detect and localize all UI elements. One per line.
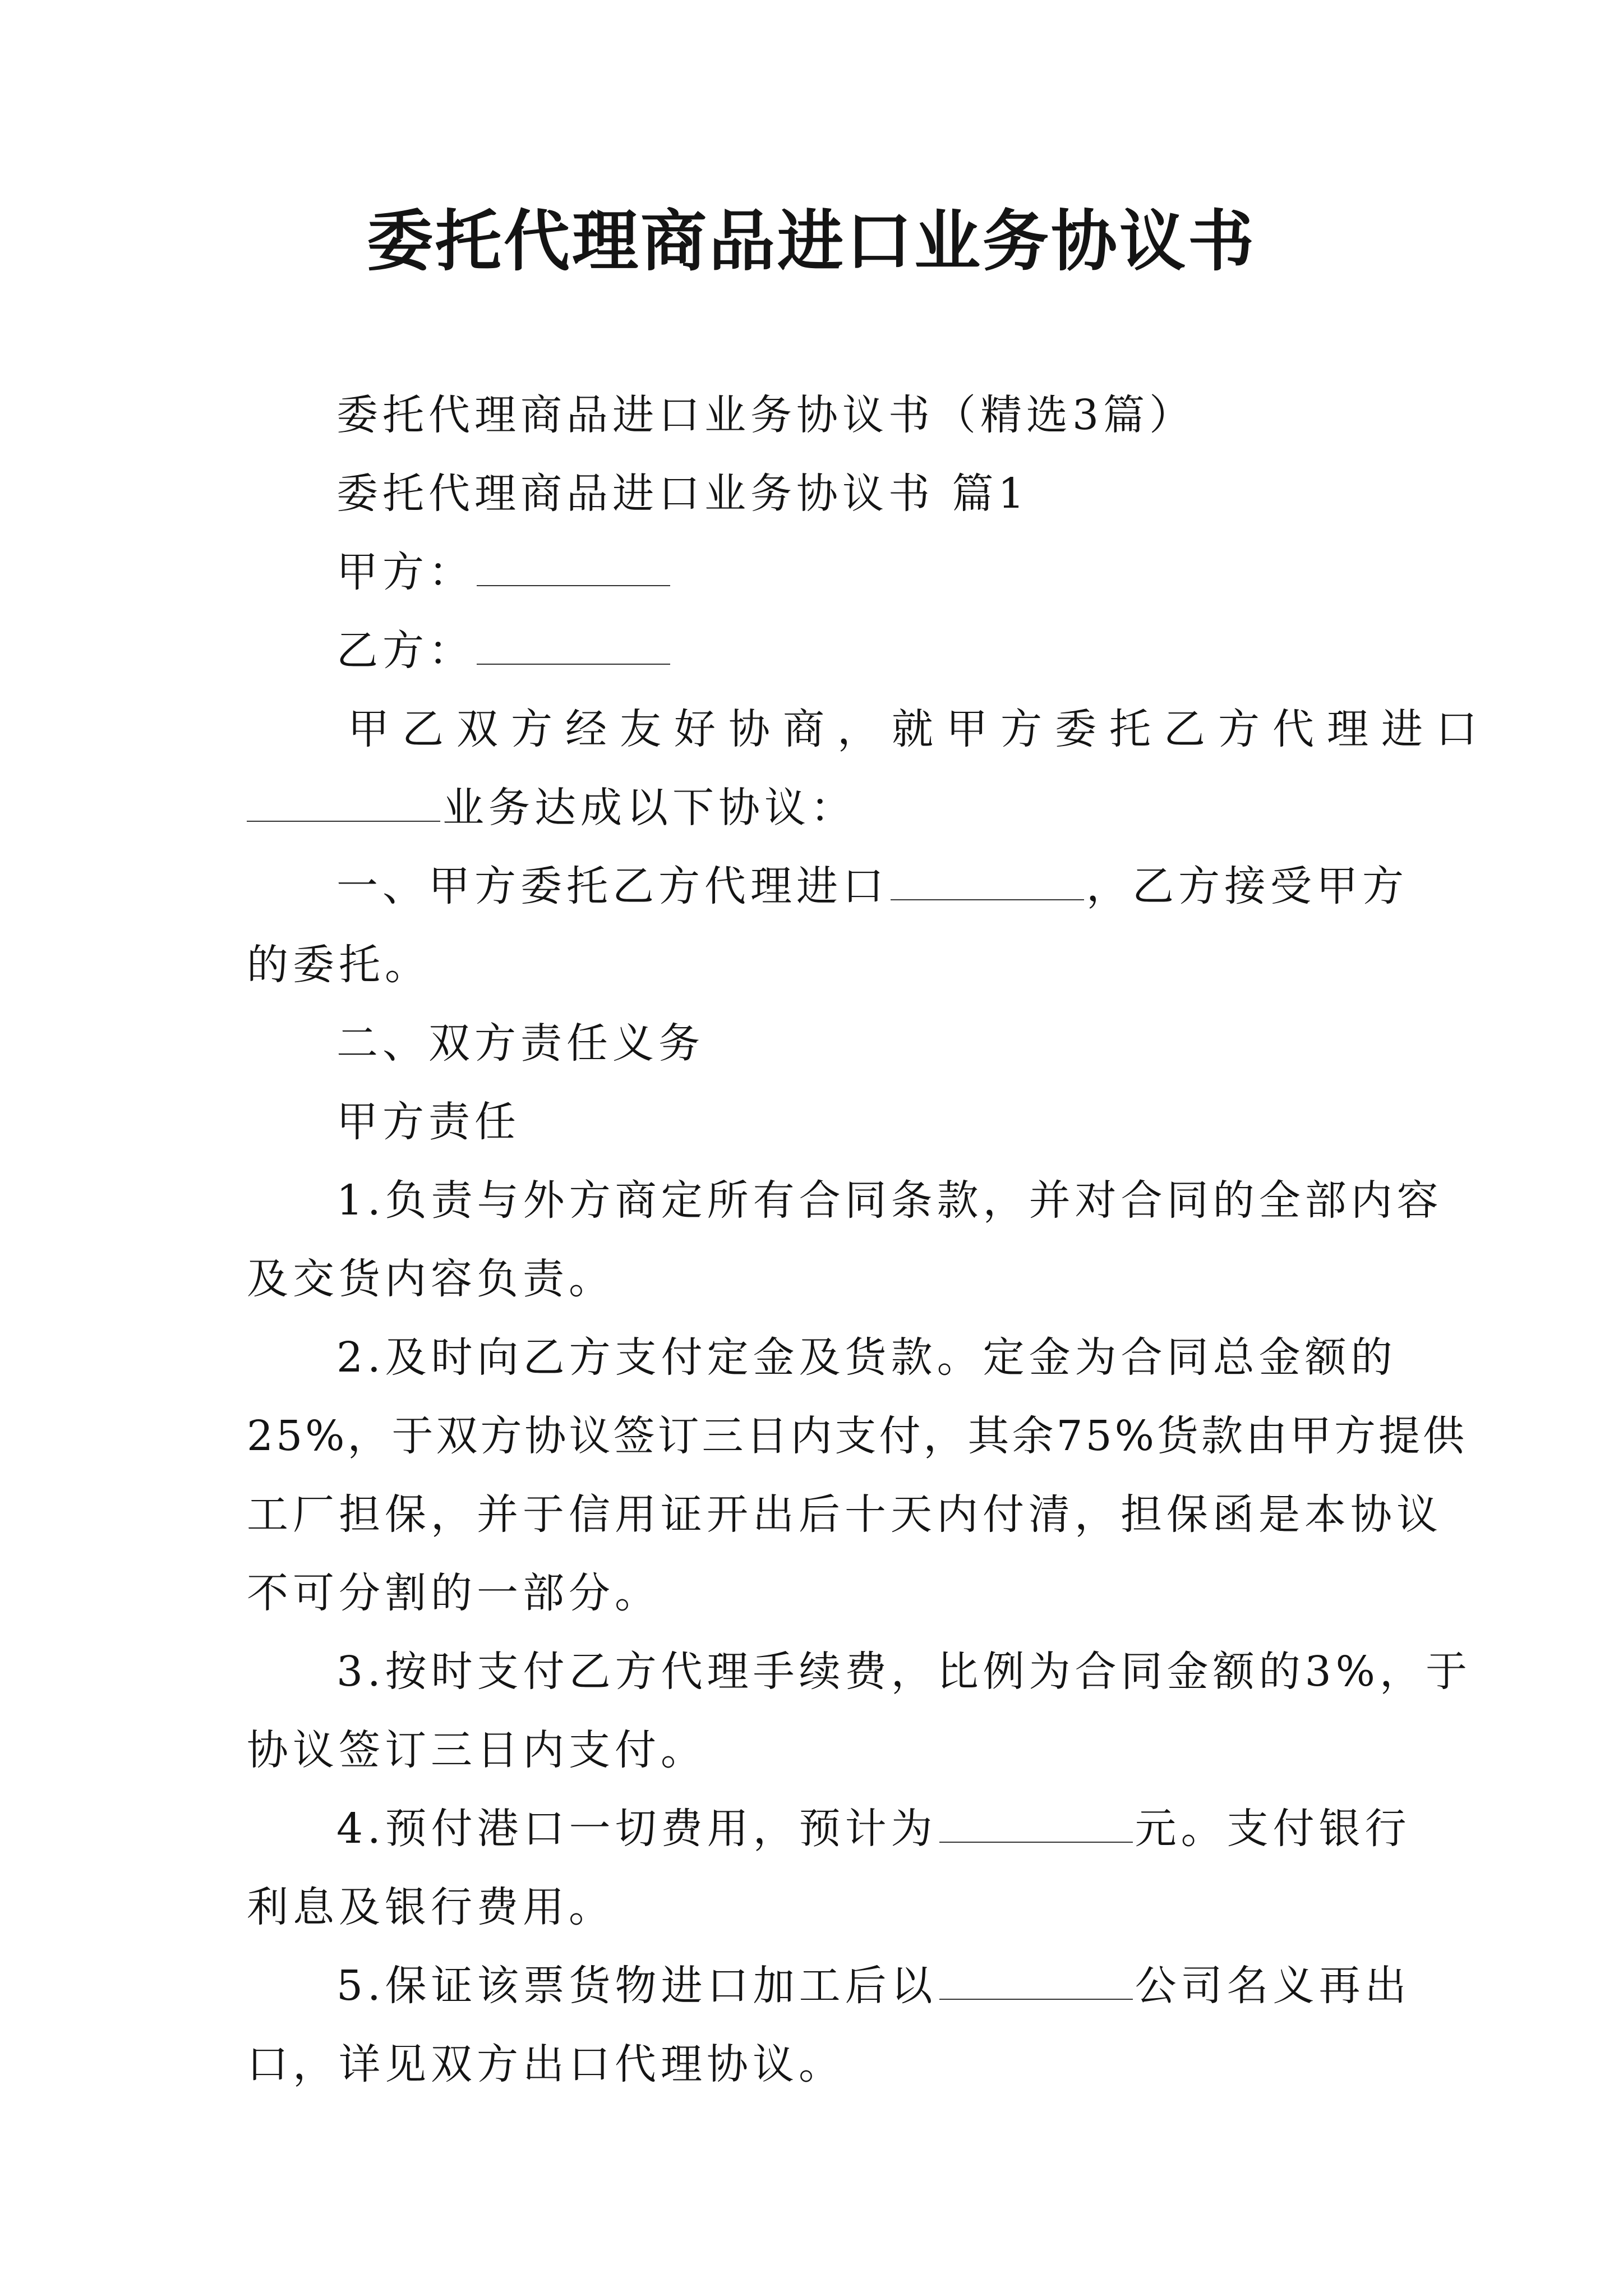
- clause-1-part-2: ，乙方接受甲方: [1086, 862, 1408, 910]
- party-a-label: 甲方：: [336, 548, 474, 596]
- intro-line-2: [247, 780, 1391, 836]
- document-subtitle: 委托代理商品进口业务协议书（精选3篇）: [336, 391, 1196, 439]
- item-2-line-1: 2.及时向乙方支付定金及货款。定金为合同总金额的: [336, 1333, 1397, 1382]
- intro-line-1: 甲乙双方经友好协商，就甲方委托乙方代理进口: [348, 705, 1490, 753]
- section-heading: 委托代理商品进口业务协议书 篇1: [336, 470, 1029, 518]
- clause-1-line-1: [336, 858, 1408, 914]
- item-5-line-2: 口，详见双方出口代理协议。: [247, 2040, 845, 2088]
- item-4-line-1: [336, 1801, 1411, 1857]
- item-3-line-2: 协议签订三日内支付。: [247, 1726, 707, 1774]
- item-5-part-2: 公司名义再出: [1135, 1962, 1411, 2010]
- party-a-duty-heading: 甲方责任: [336, 1098, 520, 1146]
- item-4-line-2: 利息及银行费用。: [247, 1883, 615, 1931]
- item-5-line-1: [336, 1958, 1411, 2014]
- item-1-line-2: 及交货内容负责。: [247, 1255, 615, 1303]
- item-4-part-1: 4.预付港口一切费用，预计为: [336, 1805, 937, 1853]
- clause-2-heading: 二、双方责任义务: [336, 1019, 704, 1068]
- item-3-line-1: 3.按时支付乙方代理手续费，比例为合同金额的3%，于: [336, 1648, 1472, 1696]
- item-2-line-4: 不可分割的一部分。: [247, 1569, 661, 1617]
- item-4-amount-blank: [939, 1808, 1133, 1843]
- party-a-blank: [477, 551, 670, 586]
- party-b-blank: [477, 630, 670, 665]
- intro-goods-blank: [247, 787, 440, 822]
- item-5-company-blank: [939, 1965, 1133, 2000]
- clause-1-part-1: 一、甲方委托乙方代理进口: [336, 862, 888, 910]
- clause-1-blank: [891, 866, 1084, 900]
- item-2-line-2: 25%，于双方协议签订三日内支付，其余75%货款由甲方提供: [247, 1412, 1467, 1460]
- clause-1-line-2: 的委托。: [247, 941, 431, 989]
- document-title: 委托代理商品进口业务协议书: [366, 202, 1256, 280]
- party-b-line: [336, 623, 1391, 679]
- intro-line-2-text: 业务达成以下协议：: [442, 784, 856, 832]
- item-1-line-1: 1.负责与外方商定所有合同条款，并对合同的全部内容: [336, 1176, 1443, 1225]
- item-4-part-2: 元。支付银行: [1135, 1805, 1411, 1853]
- party-a-line: [336, 544, 1391, 600]
- item-2-line-3: 工厂担保，并于信用证开出后十天内付清，担保函是本协议: [247, 1490, 1442, 1539]
- item-5-part-1: 5.保证该票货物进口加工后以: [336, 1962, 937, 2010]
- party-b-label: 乙方：: [336, 627, 474, 675]
